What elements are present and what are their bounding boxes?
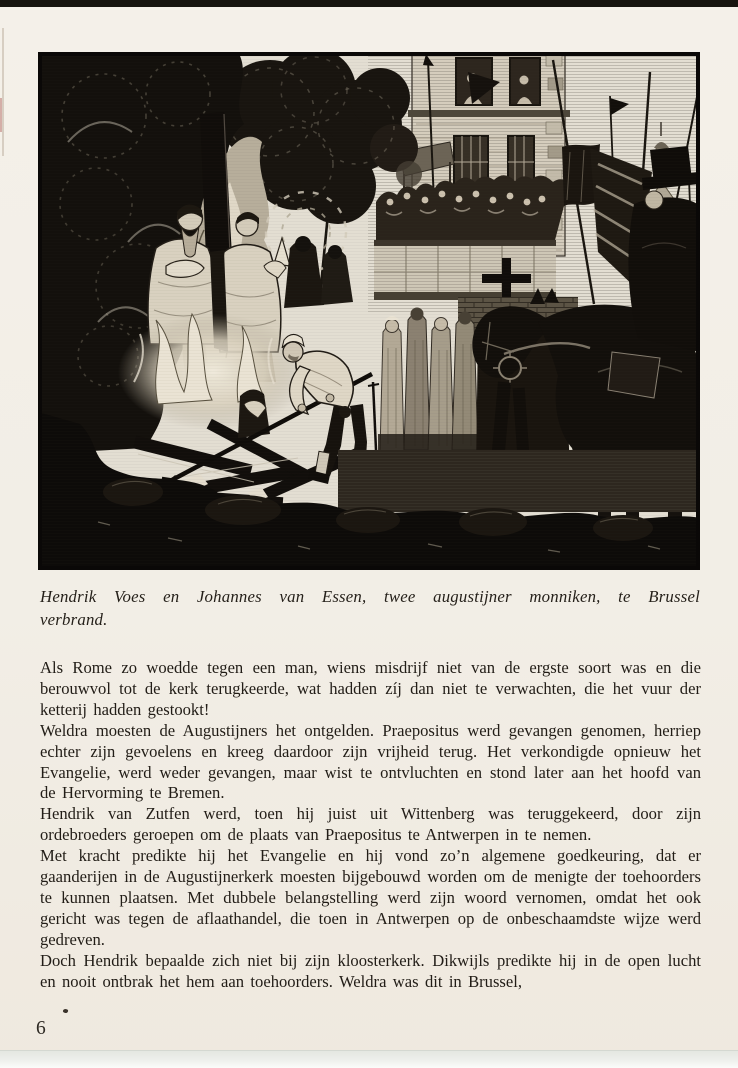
paragraph: Hendrik van Zutfen werd, toen hij juist uit Wittenberg was teruggekeerd, door zijn ordebroeders geroepen om de plaats van Praepositus te Antwerpen in te nemen. bbox=[40, 804, 701, 845]
engraving-plate bbox=[38, 52, 700, 570]
engraving-texture bbox=[38, 52, 700, 570]
body-text bbox=[40, 658, 701, 993]
scan-edge-bottom bbox=[0, 1050, 738, 1068]
ink-speck bbox=[63, 1008, 69, 1013]
paragraph: Met kracht predikte hij het Evangelie en hij vond zo’n algemene goedkeuring, dat er gaanderijen in de Augustijnerkerk moesten bijgebouwd worden om de menigte der toehoorders te kunnen plaatsen. Met dubbele belangstelling werd zijn woord vernomen, omdat het ook gericht was tegen de aflaathandel, die toen in Antwerpen op de onbeschaamdste wijze werd gedreven. bbox=[40, 846, 701, 949]
caption-line: verbrand. bbox=[40, 609, 108, 629]
illustration-caption bbox=[40, 586, 700, 631]
page-edge-mark bbox=[0, 98, 2, 132]
page-edge-crease bbox=[2, 28, 4, 156]
paragraph: Weldra moesten de Augustijners het ontgelden. Praepositus werd gevangen genomen, herriep echter zijn gevoelens en kreeg daardoor zijn vrijheid terug. Het verkondigde opnieuw het Evangelie, werd weder gevangen, maar wist te ontvluchten en stond later aan het hoofd van de Hervorming te Bremen. bbox=[40, 720, 701, 803]
page-number: 6 bbox=[36, 1018, 46, 1039]
scan-edge-top bbox=[0, 0, 738, 7]
paragraph: Doch Hendrik bepaalde zich niet bij zijn kloosterkerk. Dikwijls predikte hij in de open lucht en nooit ontbrak het hem aan toehoorders. Weldra was dit in Brussel, bbox=[40, 950, 701, 991]
paragraph: Als Rome zo woedde tegen een man, wiens misdrijf niet van de ergste soort was en die berouwvol tot de kerk terugkeerde, wat hadden zíj dan niet te verwachten, die het vuur der ketterij hadden gestookt! bbox=[40, 658, 701, 719]
caption-line: Hendrik Voes en Johannes van Essen, twee augustijner monniken, te Brussel bbox=[40, 587, 700, 606]
burning-at-stake-engraving bbox=[38, 52, 700, 570]
